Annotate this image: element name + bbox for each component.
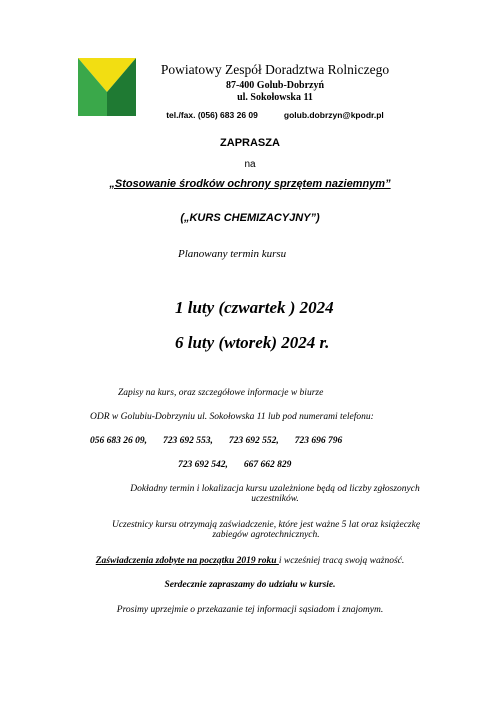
organization-logo (78, 58, 136, 116)
contact-line (140, 110, 410, 120)
expiry-underlined: Zaświadczenia zdobyte na początku 2019 roku (95, 556, 279, 566)
na-text: na (244, 159, 256, 170)
details-text: Dokładny termin i lokalizacja kursu uzależnione będą od liczby zgłoszonych uczestników. (130, 484, 420, 504)
phone-text: tel./fax. (056) 683 26 09 (166, 110, 258, 120)
invite-heading: ZAPRASZA (220, 137, 280, 149)
phone-number: 723 696 796 (294, 436, 343, 446)
course-date-1: 1 luty (czwartek ) 2024 (175, 298, 334, 317)
phone-number: 723 692 542, (178, 460, 228, 470)
phone-number: 667 662 829 (243, 460, 292, 470)
email-text: golub.dobrzyn@kpodr.pl (283, 110, 384, 120)
planned-label: Planowany termin kursu (178, 248, 287, 260)
certificate-text: Uczestnicy kursu otrzymają zaświadczenie, które jest ważne 5 lat oraz książeczkę zabiegów agrotechnicznych. (111, 520, 421, 540)
registration-text: Zapisy na kurs, oraz szczegółowe informacje w biurze (118, 388, 324, 398)
street-address: ul. Sokołowska 11 (237, 92, 313, 103)
postal-address: 87-400 Golub-Dobrzyń (225, 80, 325, 91)
course-date-2: 6 luty (wtorek) 2024 r. (175, 333, 330, 352)
request-text: Prosimy uprzejmie o przekazanie tej informacji sąsiadom i znajomym. (116, 605, 384, 615)
phone-number: 723 692 553, (163, 436, 213, 446)
course-topic: „Stosowanie środków ochrony sprzętem naziemnym” (109, 178, 391, 190)
course-name: („KURS CHEMIZACYJNY”) (180, 212, 320, 224)
expiry-rest: i wcześniej tracą swoją ważność. (278, 556, 405, 566)
phone-number: 723 692 552, (228, 436, 279, 446)
phone-numbers-line-1 (90, 436, 358, 446)
organization-name: Powiatowy Zespół Doradztwa Rolniczego (160, 62, 390, 77)
phone-numbers-line-2 (178, 460, 307, 470)
welcome-text: Serdecznie zapraszamy do udziału w kursie. (164, 580, 336, 590)
expiry-notice (0, 556, 500, 566)
phone-number: 056 683 26 09, (90, 436, 147, 446)
office-text: ODR w Golubiu-Dobrzyniu ul. Sokołowska 11 lub pod numerami telefonu: (90, 412, 374, 422)
